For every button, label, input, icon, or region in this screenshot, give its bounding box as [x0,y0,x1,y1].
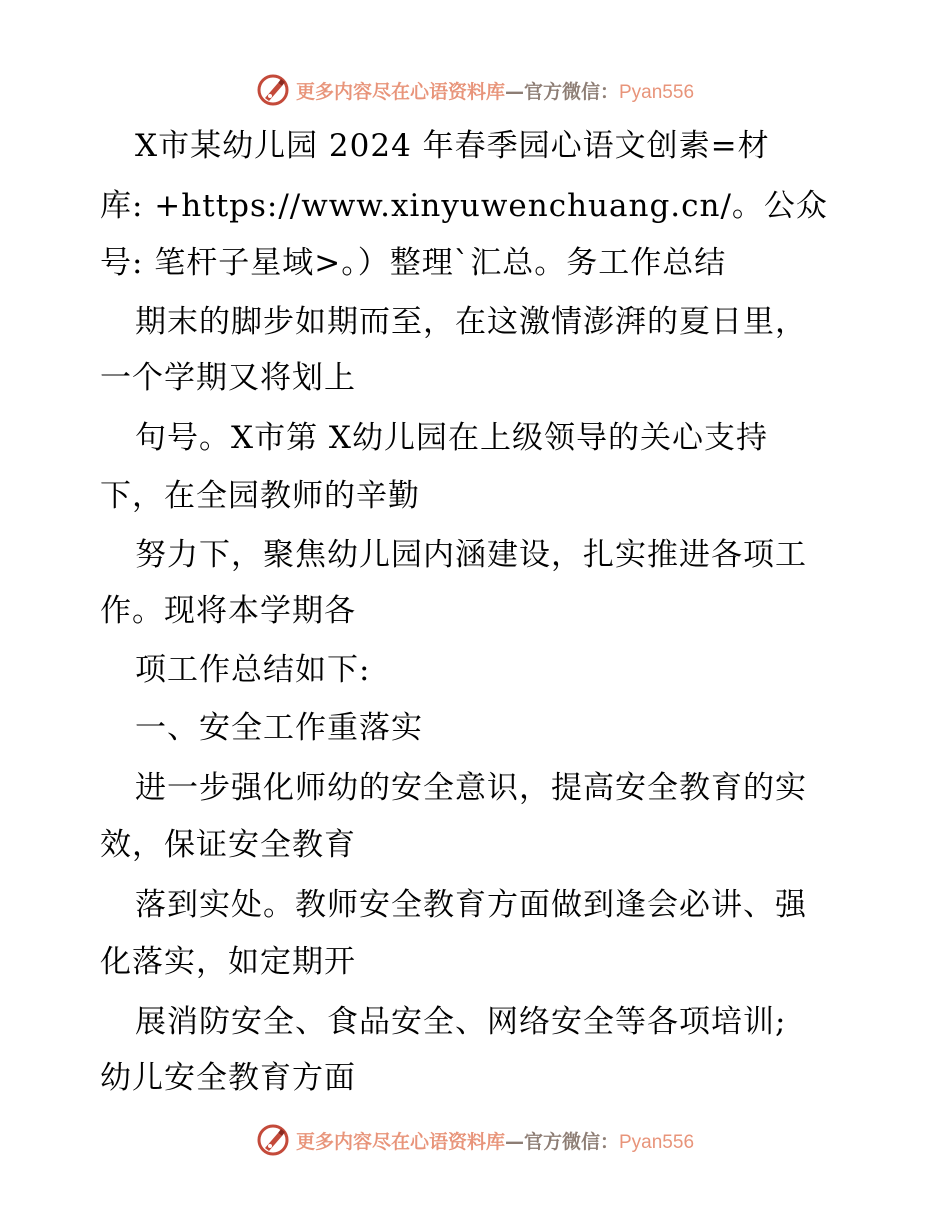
text-line: 库: +https://www.xinyuwenchuang.cn/。公众 [100,188,828,224]
text-line: 期末的脚步如期而至，在这激情澎湃的夏日里， [135,304,807,340]
banner-wechat-label: 官方微信： [523,80,619,103]
text-line: 下，在全园教师的辛勤 [100,478,420,514]
banner-wechat-id: Pyan556 [619,1131,695,1153]
text-line: 化落实，如定期开 [100,944,356,980]
text-line: 幼儿安全教育方面 [100,1060,356,1096]
text-line: 努力下，聚焦幼儿园内涵建设，扎实推进各项工 [135,537,807,573]
banner-dash: — [504,80,524,103]
text-line: 号: 笔杆子星域>。）整理`汇总。务工作总结 [100,245,727,281]
text-line: 一个学期又将划上 [100,360,356,396]
banner-site-text: 更多内容尽在心语资料库 [295,1130,505,1153]
text-line: 进一步强化师幼的安全意识，提高安全教育的实 [135,770,807,806]
text-line: 展消防安全、食品安全、网络安全等各项培训; [135,1004,787,1040]
text-line: X市某幼儿园 2024 年春季园心语文创素=材 [135,128,770,164]
banner-wechat-id: Pyan556 [619,81,695,103]
pen-nib-logo-icon [256,1123,290,1157]
text-line: 作。现将本学期各 [100,593,356,629]
banner-wechat-label: 官方微信： [523,1130,619,1153]
footer-watermark-banner [0,1120,950,1160]
pen-nib-logo-icon [256,73,290,107]
banner-text [296,1127,694,1154]
header-watermark-banner [0,70,950,110]
text-line: 句号。X市第 X幼儿园在上级领导的关心支持 [135,420,768,456]
banner-text [296,77,694,104]
text-line: 项工作总结如下: [135,652,371,688]
banner-dash: — [504,1130,524,1153]
banner-site-text: 更多内容尽在心语资料库 [295,80,505,103]
text-line: 效，保证安全教育 [100,827,356,863]
section-heading: 一、安全工作重落实 [135,710,423,746]
text-line: 落到实处。教师安全教育方面做到逢会必讲、强 [135,887,807,923]
